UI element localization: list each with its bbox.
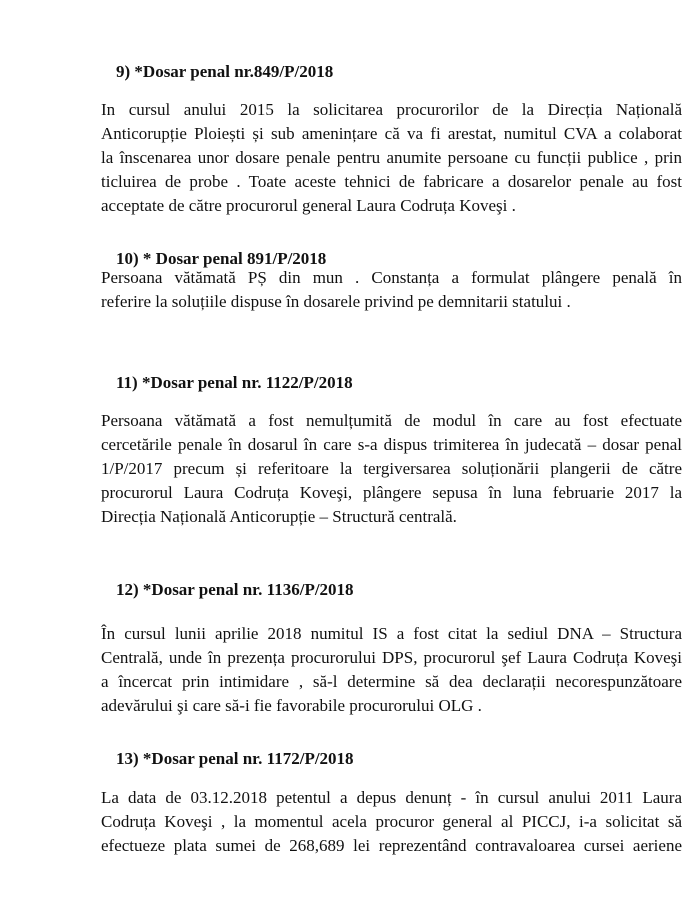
paragraph-line: 1/P/2017 precum și referitoare la tergiversarea soluționării plangerii de către xyxy=(101,459,682,478)
paragraph-line: Direcția Națională Anticorupție – Structură centrală. xyxy=(101,507,457,526)
section-paragraph-9 xyxy=(101,98,682,218)
section-paragraph-13 xyxy=(101,786,682,858)
section-paragraph-11 xyxy=(101,409,682,529)
section-heading-10: 10) * Dosar penal 891/P/2018 xyxy=(116,249,327,268)
paragraph-line: Persoana vătămată a fost nemulțumită de modul în care au fost efectuate xyxy=(101,411,682,430)
paragraph-line: Persoana vătămată PȘ din mun . Constanța a formulat plângere penală în xyxy=(101,268,682,287)
paragraph-line: la înscenarea unor dosare penale pentru anumite persoane cu funcții publice , prin xyxy=(101,148,682,167)
paragraph-line: La data de 03.12.2018 petentul a depus denunț - în cursul anului 2011 Laura xyxy=(101,788,682,807)
section-paragraph-12 xyxy=(101,622,682,718)
paragraph-line: Anticorupție Ploiești și sub amenințare că va fi arestat, numitul CVA a colaborat xyxy=(101,124,682,143)
paragraph-line: efectueze plata sumei de 268,689 lei reprezentând contravaloarea cursei aeriene xyxy=(101,836,682,855)
paragraph-line: În cursul lunii aprilie 2018 numitul IS a fost citat la sediul DNA – Structura xyxy=(101,624,682,643)
paragraph-line: a încercat prin intimidare , să-l determine să dea declarații necorespunzătoare xyxy=(101,672,682,691)
section-heading-11: 11) *Dosar penal nr. 1122/P/2018 xyxy=(116,373,353,392)
paragraph-line: ticluirea de probe . Toate aceste tehnici de fabricare a dosarelor penale au fost xyxy=(101,172,682,191)
paragraph-line: acceptate de către procurorul general Laura Codruța Koveşi . xyxy=(101,196,516,215)
paragraph-line: Centrală, unde în prezența procurorului DPS, procurorul şef Laura Codruța Koveşi xyxy=(101,648,682,667)
section-heading-9: 9) *Dosar penal nr.849/P/2018 xyxy=(116,62,334,81)
section-paragraph-10 xyxy=(101,266,682,314)
paragraph-line: referire la soluțiile dispuse în dosarele privind pe demnitarii statului . xyxy=(101,292,571,311)
paragraph-line: adevărului şi care să-i fie favorabile procurorului OLG . xyxy=(101,696,482,715)
paragraph-line: Codruța Koveşi , la momentul acela procuror general al PICCJ, i-a solicitat să xyxy=(101,812,682,831)
section-heading-12: 12) *Dosar penal nr. 1136/P/2018 xyxy=(116,580,354,599)
paragraph-line: cercetările penale în dosarul în care s-a dispus trimiterea în judecată – dosar penal xyxy=(101,435,682,454)
section-heading-13: 13) *Dosar penal nr. 1172/P/2018 xyxy=(116,749,354,768)
paragraph-line: In cursul anului 2015 la solicitarea procurorilor de la Direcția Națională xyxy=(101,100,682,119)
paragraph-line: procurorul Laura Codruța Koveşi, plângere sepusa în luna februarie 2017 la xyxy=(101,483,682,502)
